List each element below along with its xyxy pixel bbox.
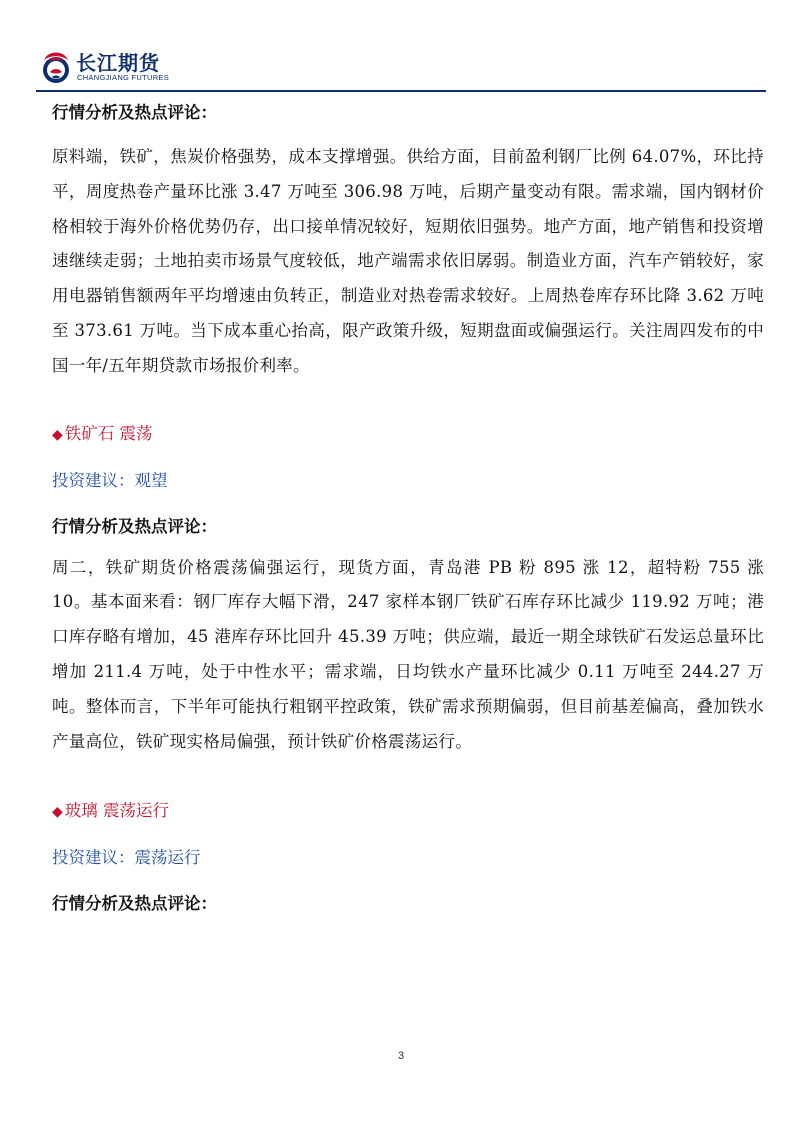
- header-divider: [36, 90, 766, 92]
- logo-mark-icon: [38, 46, 74, 86]
- analysis-heading: 行情分析及热点评论：: [52, 103, 217, 122]
- logo-chinese-name: 长江期货: [76, 51, 160, 75]
- page-number: 3: [397, 1050, 405, 1062]
- logo-english-name: CHANGJIANG FUTURES: [77, 73, 170, 82]
- analysis-paragraph: 原料端，铁矿，焦炭价格强势，成本支撑增强。供给方面，目前盈利钢厂比例 64.07%，环比持平，周度热卷产量环比涨 3.47 万吨至 306.98 万吨，后期产量变动有限。需求端，国内钢材价格相较于海外价格优势仍存，出口接单情况较好，短期依旧强势。地产方面，地产销售和投资增速继续走弱；土地拍卖市场景气度较低，地产端需求依旧孱弱。制造业方面，汽车产销较好，家用电器销售额两年平均增速由负转正，制造业对热卷需求较好。上周热卷库存环比降 3.62 万吨至 373.61 万吨。当下成本重心抬高，限产政策升级，短期盘面或偏强运行。关注周四发布的中国一年/五年期贷款市场报价利率。: [52, 147, 764, 375]
- section-title-iron-ore: [52, 422, 764, 447]
- section-title-text: 玻璃 震荡运行: [64, 801, 170, 821]
- page-header: [0, 0, 802, 92]
- diamond-bullet-icon: ◆: [52, 804, 63, 821]
- analysis-heading: 行情分析及热点评论：: [52, 516, 217, 536]
- investment-advice: 投资建议：观望: [52, 470, 168, 490]
- diamond-bullet-icon: ◆: [52, 426, 63, 443]
- analysis-heading: 行情分析及热点评论：: [52, 894, 217, 914]
- section-title-text: 铁矿石 震荡: [64, 423, 153, 443]
- analysis-paragraph: 周二，铁矿期货价格震荡偏强运行，现货方面，青岛港 PB 粉 895 涨 12，超特粉 755 涨 10。基本面来看：钢厂库存大幅下滑，247 家样本钢厂铁矿石库存环比减少 119.92 万吨；港口库存略有增加，45 港库存环比回升 45.39 万吨；供应端，最近一期全球铁矿石发运总量环比增加 211.4 万吨，处于中性水平；需求端，日均铁水产量环比减少 0.11 万吨至 244.27 万吨。整体而言，下半年可能执行粗钢平控政策，铁矿需求预期偏弱，但目前基差偏高，叠加铁水产量高位，铁矿现实格局偏强，预计铁矿价格震荡运行。: [52, 557, 764, 751]
- section-title-glass: [52, 799, 764, 824]
- company-logo: [38, 46, 198, 88]
- report-body: [52, 93, 764, 916]
- investment-advice: 投资建议：震荡运行: [52, 848, 201, 868]
